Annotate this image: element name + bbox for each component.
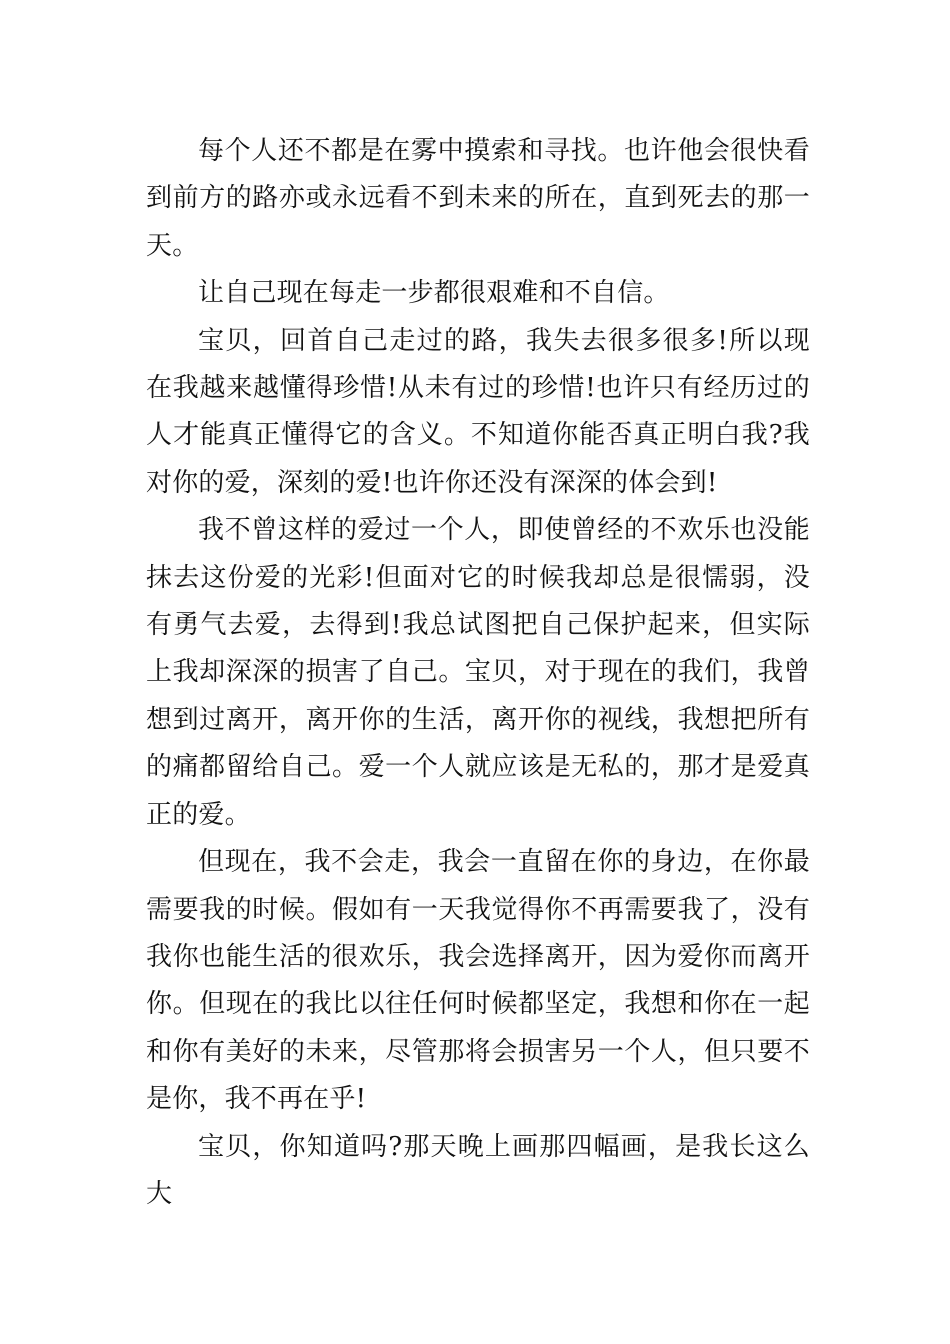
paragraph-5: 但现在，我不会走，我会一直留在你的身边，在你最需要我的时候。假如有一天我觉得你不再需要我了，没有我你也能生活的很欢乐，我会选择离开，因为爱你而离开你。但现在的我比以往任何时候都坚定，我想和你在一起和你有美好的未来，尽管那将会损害另一个人，但只要不是你，我不再在乎! — [146, 847, 810, 1115]
paragraph-2: 让自己现在每走一步都很艰难和不自信。 — [198, 278, 670, 309]
document-body — [146, 128, 810, 1218]
paragraph-1: 每个人还不都是在雾中摸索和寻找。也许他会很快看到前方的路亦或永远看不到未来的所在，直到死去的那一天。 — [146, 136, 810, 261]
paragraph-3: 宝贝，回首自己走过的路，我失去很多很多!所以现在我越来越懂得珍惜!从未有过的珍惜!也许只有经历过的人才能真正懂得它的含义。不知道你能否真正明白我?我对你的爱，深刻的爱!也许你还没有深深的体会到! — [146, 325, 810, 498]
paragraph-6: 宝贝，你知道吗?那天晚上画那四幅画，是我长这么大 — [146, 1131, 810, 1209]
paragraph-4: 我不曾这样的爱过一个人，即使曾经的不欢乐也没能抹去这份爱的光彩!但面对它的时候我却总是很懦弱，没有勇气去爱，去得到!我总试图把自己保护起来，但实际上我却深深的损害了自己。宝贝，对于现在的我们，我曾想到过离开，离开你的生活，离开你的视线，我想把所有的痛都留给自己。爱一个人就应该是无私的，那才是爱真正的爱。 — [146, 515, 810, 830]
